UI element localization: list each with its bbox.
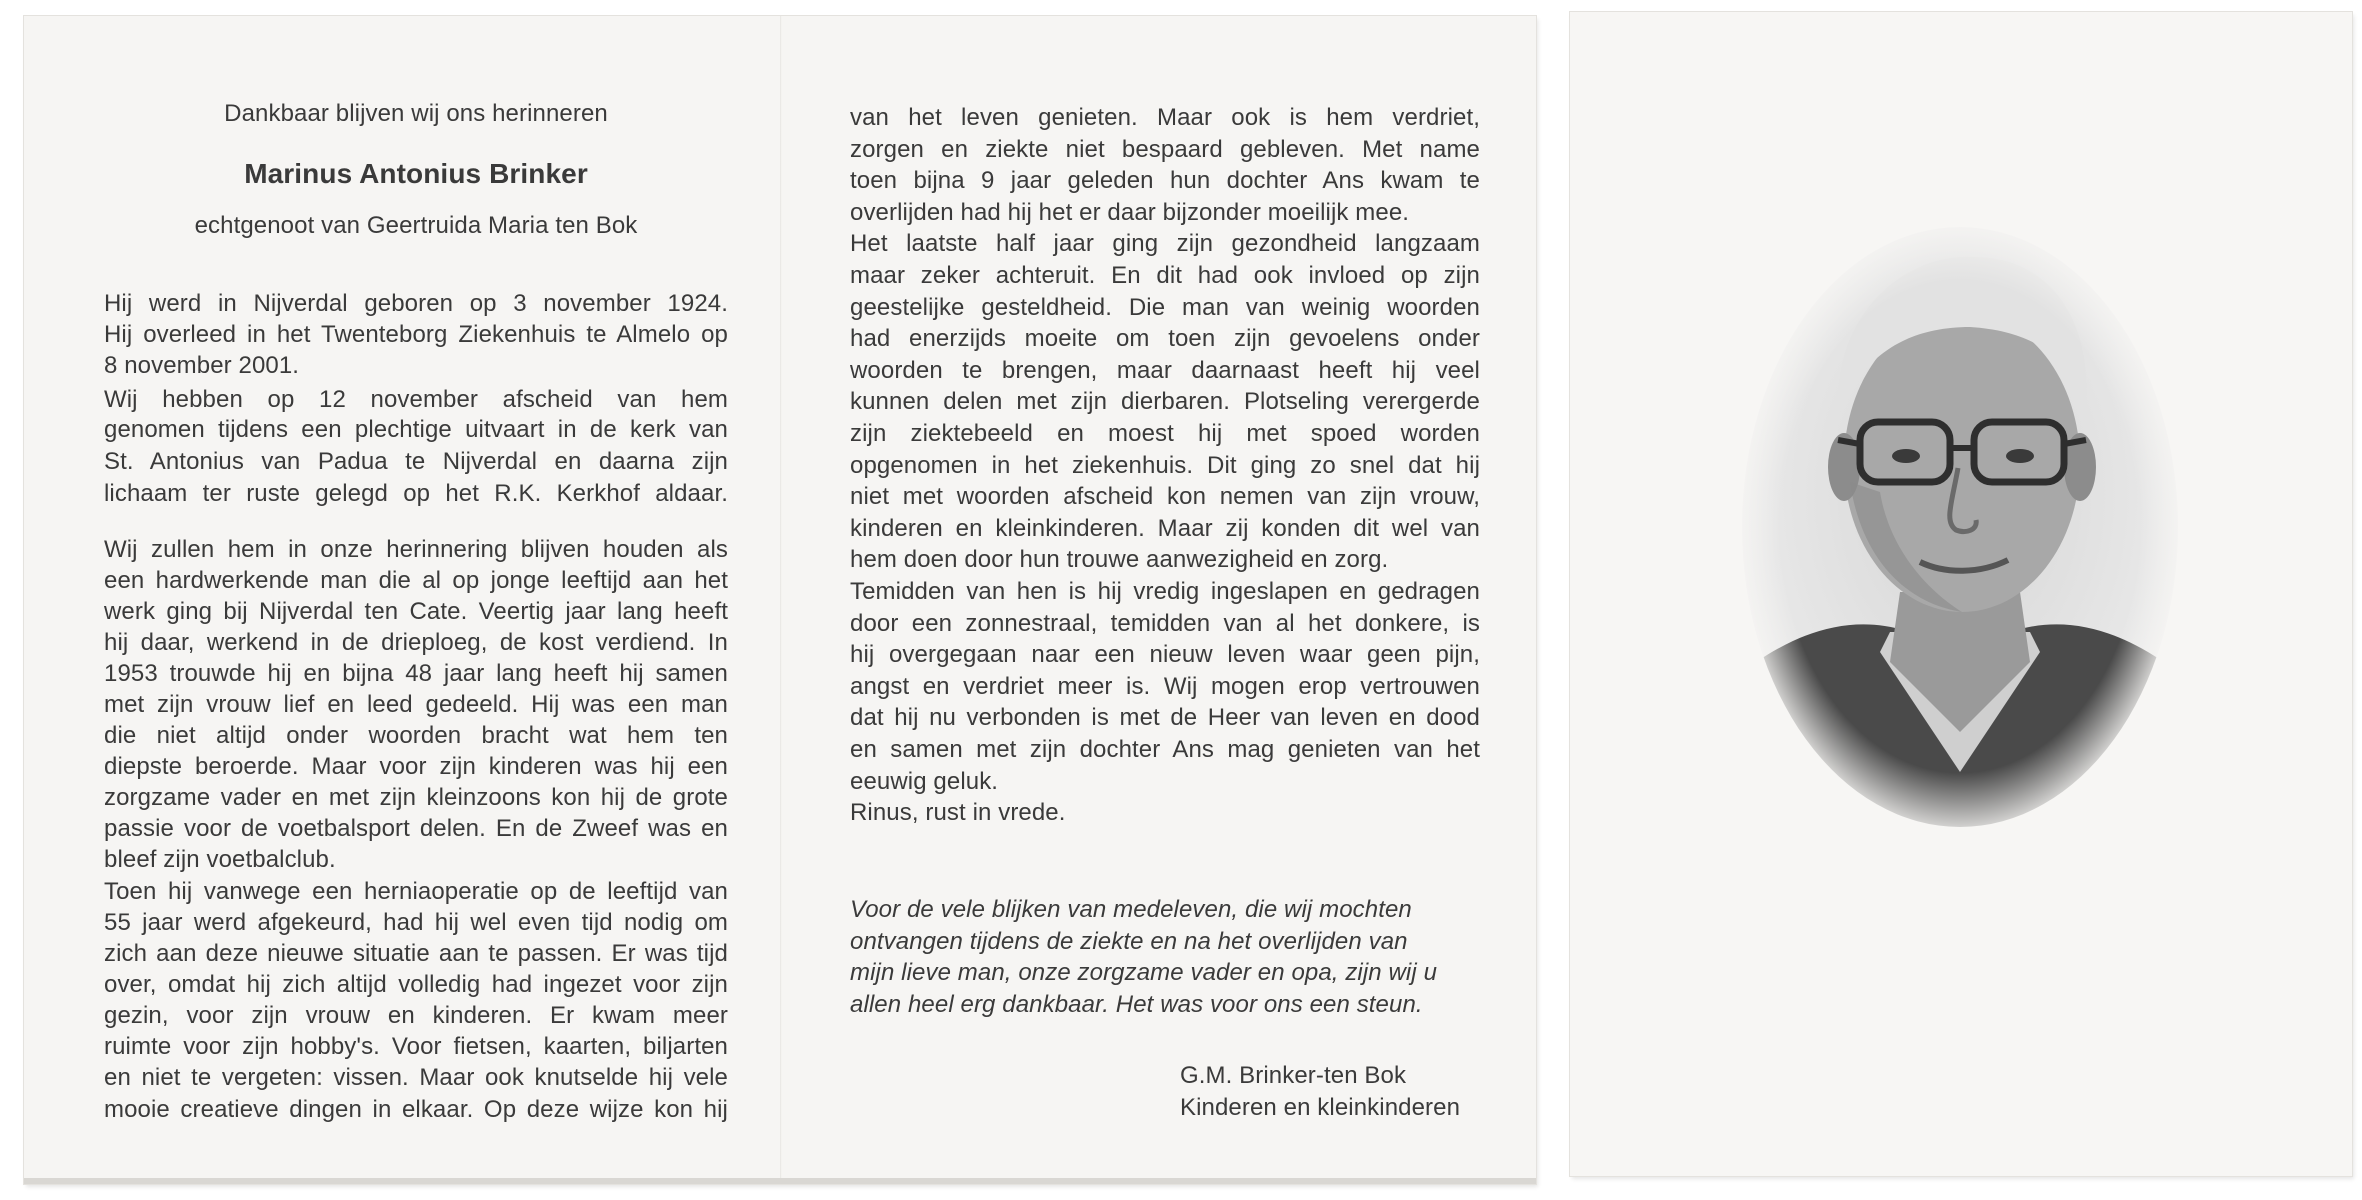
- body-line: angst en verdriet meer is. Wij mogen erop vertrouwen: [850, 672, 1480, 700]
- body-line: bleef zijn voetbalclub.: [104, 846, 336, 873]
- body-line: opgenomen in het ziekenhuis. Dit ging zo snel dat hij: [850, 451, 1480, 479]
- signature-family: Kinderen en kleinkinderen: [1180, 1094, 1461, 1121]
- body-line: dat hij nu verbonden is met de Heer van leven en dood: [850, 704, 1480, 732]
- body-line: hij overgegaan naar een nieuw leven waar geen pijn,: [850, 641, 1480, 669]
- body-line: hij daar, werkend in de drieploeg, de kost verdiend. In: [104, 629, 728, 656]
- body-line: Hij overleed in het Twenteborg Ziekenhuis te Almelo op: [104, 321, 728, 348]
- body-line: had enerzijds moeite om toen zijn gevoelens onder: [850, 325, 1480, 353]
- body-line: kunnen delen met zijn dierbaren. Plotseling verergerde: [850, 388, 1480, 416]
- body-line: passie voor de voetbalsport delen. En de Zweef was en: [104, 815, 728, 842]
- body-line: gezin, voor zijn vrouw en kinderen. Er kwam meer: [104, 1002, 728, 1029]
- body-line: zijn ziektebeeld en moest hij met spoed worden: [850, 420, 1480, 447]
- body-line: zorgen en ziekte niet bespaard gebleven. Met name: [850, 135, 1480, 163]
- body-line: Hij werd in Nijverdal geboren op 3 november 1924.: [104, 290, 728, 317]
- body-line: genomen tijdens een plechtige uitvaart in de kerk van: [104, 416, 728, 443]
- left-text-panel: [104, 16, 728, 1184]
- body-line: Het laatste half jaar ging zijn gezondheid langzaam: [850, 230, 1480, 258]
- body-line: over, omdat hij zich altijd volledig had ingezet voor zijn: [104, 971, 728, 998]
- body-line: toen bijna 9 jaar geleden hun dochter Ans kwam te: [850, 167, 1480, 195]
- memorial-card-photo-side: [1570, 12, 2352, 1176]
- body-line: een hardwerkende man die al op jonge leeftijd aan het: [104, 567, 728, 594]
- card-fold-line: [780, 16, 782, 1184]
- body-line: 55 jaar werd afgekeurd, had hij wel even tijd nodig om: [104, 909, 728, 936]
- body-line: lichaam ter ruste gelegd op het R.K. Kerkhof aldaar.: [104, 480, 728, 507]
- body-line: geestelijke gesteldheid. Die man van weinig woorden: [850, 293, 1480, 321]
- portrait-photo-icon: [1730, 212, 2190, 842]
- signature-widow: G.M. Brinker-ten Bok: [1180, 1062, 1407, 1089]
- body-line: Toen hij vanwege een herniaoperatie op de leeftijd van: [104, 878, 728, 905]
- body-line: St. Antonius van Padua te Nijverdal en daarna zijn: [104, 448, 728, 475]
- spouse-line: echtgenoot van Geertruida Maria ten Bok: [194, 212, 638, 239]
- body-line: met zijn vrouw lief en leed gedeeld. Hij was een man: [104, 691, 728, 718]
- body-line: die niet altijd onder woorden bracht wat hem ten: [104, 722, 728, 749]
- thanks-line: mijn lieve man, onze zorgzame vader en opa, zijn wij u: [850, 959, 1438, 987]
- memorial-card-inside: [24, 16, 1536, 1184]
- body-line: werk ging bij Nijverdal ten Cate. Veertig jaar lang heeft: [104, 598, 728, 625]
- body-line: 8 november 2001.: [104, 352, 300, 379]
- card-header: Dankbaar blijven wij ons herinneren: [224, 100, 608, 127]
- thanks-line: Voor de vele blijken van medeleven, die wij mochten: [850, 896, 1412, 923]
- body-line: Wij zullen hem in onze herinnering blijven houden als: [104, 536, 728, 563]
- body-line: kinderen en kleinkinderen. Maar zij konden dit wel van: [850, 514, 1480, 542]
- body-line: diepste beroerde. Maar voor zijn kinderen was hij een: [104, 753, 728, 780]
- thanks-line: ontvangen tijdens de ziekte en na het overlijden van: [850, 927, 1408, 955]
- body-line: zorgzame vader en met zijn kleinzoons kon hij de grote: [104, 784, 728, 811]
- deceased-name: Marinus Antonius Brinker: [244, 158, 588, 189]
- body-line: overlijden had hij het er daar bijzonder moeilijk mee.: [850, 198, 1410, 226]
- body-line: mooie creatieve dingen in elkaar. Op deze wijze kon hij: [104, 1096, 728, 1123]
- body-line: Temidden van hen is hij vredig ingeslapen en gedragen: [850, 578, 1480, 605]
- body-line: en samen met zijn dochter Ans mag genieten van het: [850, 736, 1480, 763]
- body-line: eeuwig geluk.: [850, 767, 999, 795]
- body-line: van het leven genieten. Maar ook is hem verdriet,: [850, 104, 1480, 131]
- right-text-panel: [850, 16, 1480, 1184]
- thanks-line: allen heel erg dankbaar. Het was voor ons een steun.: [850, 990, 1423, 1018]
- body-line: Rinus, rust in vrede.: [850, 799, 1066, 827]
- body-line: en niet te vergeten: vissen. Maar ook knutselde hij vele: [104, 1064, 728, 1091]
- body-line: door een zonnestraal, temidden van al het donkere, is: [850, 609, 1480, 637]
- body-line: 1953 trouwde hij en bijna 48 jaar lang heeft hij samen: [104, 660, 728, 687]
- body-line: woorden te brengen, maar daarnaast heeft hij veel: [850, 356, 1480, 384]
- body-line: zich aan deze nieuwe situatie aan te passen. Er was tijd: [104, 940, 728, 967]
- body-line: ruimte voor zijn hobby's. Voor fietsen, kaarten, biljarten: [104, 1033, 728, 1060]
- body-line: Wij hebben op 12 november afscheid van hem: [104, 386, 728, 413]
- body-line: niet met woorden afscheid kon nemen van zijn vrouw,: [850, 483, 1480, 511]
- body-line: maar zeker achteruit. En dit had ook invloed op zijn: [850, 262, 1480, 289]
- body-line: hem doen door hun trouwe aanwezigheid en zorg.: [850, 546, 1389, 574]
